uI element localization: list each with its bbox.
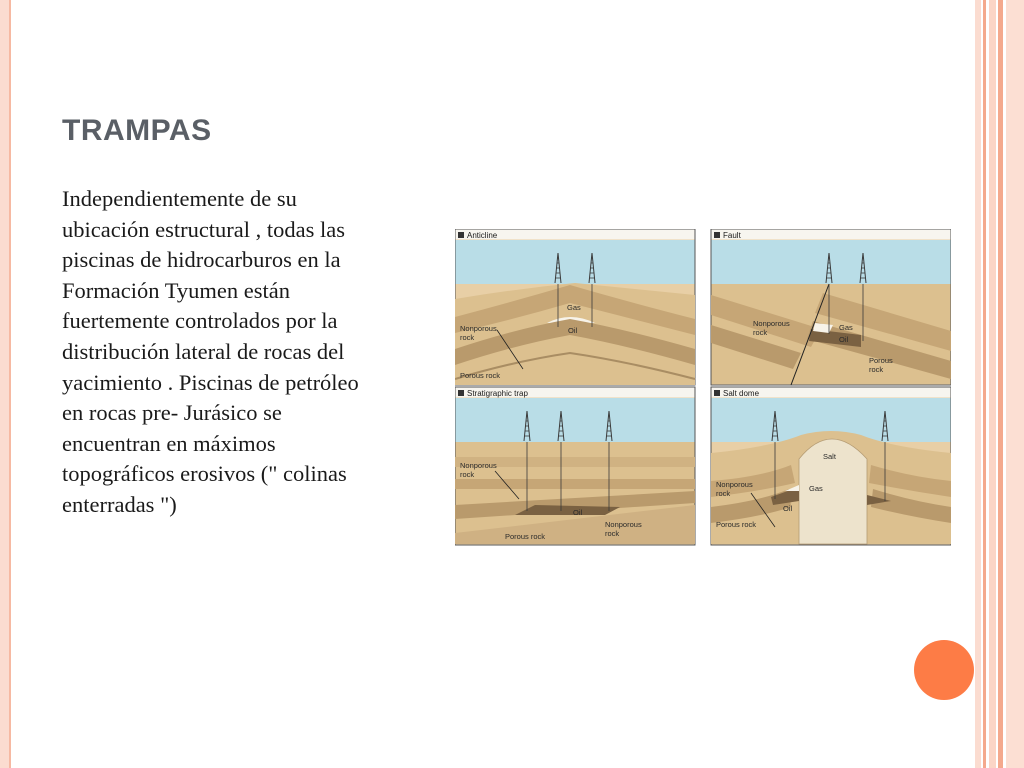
label-nonporous: Nonporous: [753, 319, 790, 328]
label-nonporous-left: Nonporous: [460, 461, 497, 470]
body-line: en rocas pre- Jurásico se: [62, 400, 282, 426]
body-line: piscinas de hidrocarburos en la: [62, 247, 341, 273]
body-line: Independientemente de su: [62, 186, 297, 211]
decorative-orange-circle: [914, 640, 974, 700]
panel-title-stratigraphic: Stratigraphic trap: [467, 389, 528, 398]
body-line: fuertemente controlados por la: [62, 308, 338, 334]
label-porous: Porous rock: [716, 520, 757, 529]
right-stripe: [975, 0, 981, 768]
body-line: yacimiento . Piscinas de petróleo: [62, 369, 359, 395]
petroleum-traps-figure: [455, 229, 951, 547]
label-nonporous-left-2: rock: [460, 470, 475, 479]
slide-title: TRAMPAS: [62, 114, 212, 147]
label-oil: Oil: [783, 504, 793, 513]
label-nonporous-right: Nonporous: [605, 520, 642, 529]
checkbox-icon: [714, 390, 720, 396]
right-stripe: [998, 0, 1003, 768]
left-border-line: [9, 0, 11, 768]
label-nonporous: Nonporous: [716, 480, 753, 489]
label-nonporous: Nonporous: [460, 324, 497, 333]
checkbox-icon: [714, 232, 720, 238]
label-oil: Oil: [839, 335, 849, 344]
label-nonporous-2: rock: [460, 333, 475, 342]
label-nonporous-right-2: rock: [605, 529, 620, 538]
label-gas: Gas: [809, 484, 823, 493]
label-oil: Oil: [568, 326, 578, 335]
label-gas: Gas: [567, 303, 581, 312]
right-stripe: [1006, 0, 1024, 768]
label-salt: Salt: [823, 452, 836, 461]
panel-salt-dome: [711, 387, 951, 545]
panel-title-anticline: Anticline: [467, 231, 498, 240]
panel-anticline: [455, 229, 695, 385]
label-nonporous-2: rock: [753, 328, 768, 337]
label-nonporous-2: rock: [716, 489, 731, 498]
left-border-band: [0, 0, 9, 768]
label-porous: Porous rock: [460, 371, 501, 380]
checkbox-icon: [458, 232, 464, 238]
body-line: distribución lateral de rocas del: [62, 338, 345, 364]
label-gas: Gas: [839, 323, 853, 332]
body-line: Formación Tyumen están: [62, 277, 290, 303]
body-line: topográficos erosivos (" colinas: [62, 461, 347, 487]
label-porous: Porous rock: [505, 532, 546, 541]
right-stripe: [983, 0, 986, 768]
label-oil: Oil: [573, 508, 583, 517]
panel-title-salt-dome: Salt dome: [723, 389, 760, 398]
checkbox-icon: [458, 390, 464, 396]
body-line: encuentran en máximos: [62, 430, 276, 456]
panel-fault: [711, 229, 951, 385]
label-porous: Porous: [869, 356, 893, 365]
panel-stratigraphic-trap: [455, 387, 695, 545]
body-line: enterradas "): [62, 491, 177, 517]
traps-diagram: [455, 229, 951, 547]
label-porous-2: rock: [869, 365, 884, 374]
panel-title-fault: Fault: [723, 231, 741, 240]
right-stripe: [989, 0, 996, 768]
slide-body-text: [62, 184, 454, 521]
body-line: ubicación estructural , todas las: [62, 216, 346, 242]
